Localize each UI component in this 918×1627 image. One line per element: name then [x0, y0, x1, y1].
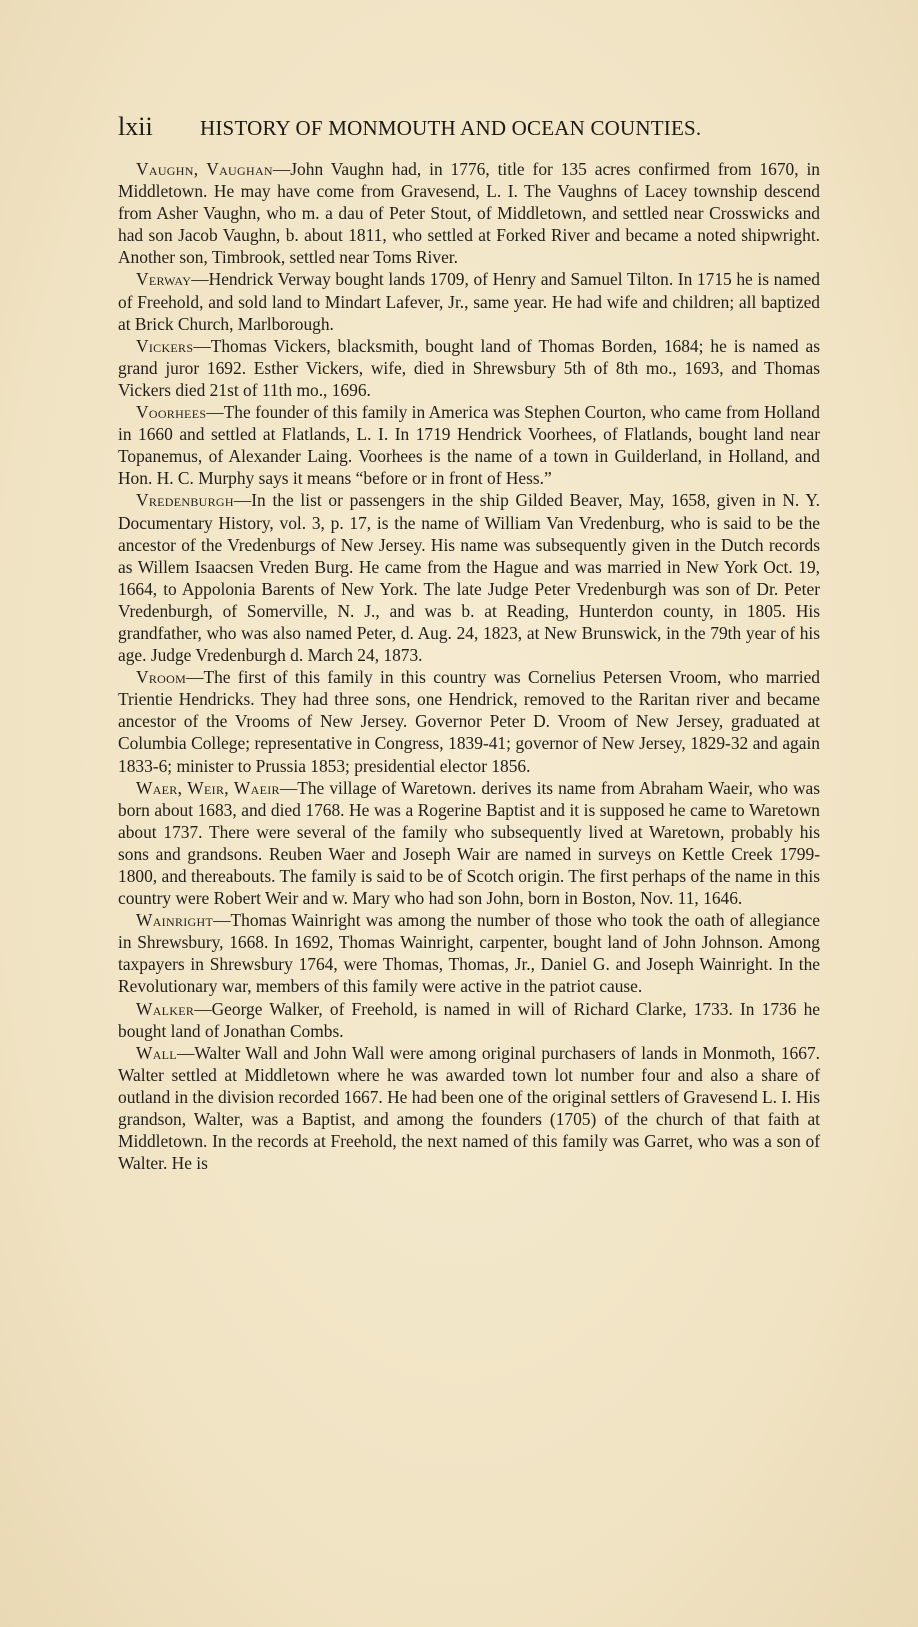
entry-text: —Thomas Vickers, blacksmith, bought land of Thomas Borden, 1684; he is named as grand juror 1692. Esther Vickers, wife, died in Shrewsbury 5th of 8th mo., 1693, and Thomas Vickers died 21st of 11th mo., 1696. [118, 335, 820, 400]
entry-surname: Wall [136, 1042, 177, 1063]
entry-text: —George Walker, of Freehold, is named in will of Richard Clarke, 1733. In 1736 he bought land of Jonathan Combs. [118, 998, 820, 1041]
page-number: lxii [118, 112, 153, 141]
entry-text: —Hendrick Verway bought lands 1709, of Henry and Samuel Tilton. In 1715 he is named of Freehold, and sold land to Mindart Lafever, Jr., same year. He had wife and children; all baptized at Brick Church, Marlborough. [118, 269, 820, 334]
entry-walker [118, 998, 820, 1042]
entry-text: —John Vaughn had, in 1776, title for 135 acres confirmed from 1670, in Middletown. He may have come from Gravesend, L. I. The Vaughns of Lacey township descend from Asher Vaughn, who m. a dau of Peter Stout, of Middletown, and settled near Crosswicks and had son Jacob Vaughn, b. about 1811, who settled at Forked River and became a noted shipwright. Another son, Timbrook, settled near Toms River. [118, 159, 820, 268]
entry-surname: Vredenburgh [136, 490, 234, 511]
entry-text: —The first of this family in this country was Cornelius Petersen Vroom, who married Trientie Hendricks. They had three sons, one Hendrick, removed to the Raritan river and became ancestor of the Vrooms of New Jersey. Governor Peter D. Vroom of New Jersey, graduated at Columbia College; representative in Congress, 1839-41; governor of New Jersey, 1829-32 and again 1833-6; minister to Prussia 1853; presidential elector 1856. [118, 667, 820, 776]
entry-text: —Thomas Wainright was among the number of those who took the oath of allegiance in Shrewsbury, 1668. In 1692, Thomas Wainright, carpenter, bought land of John Johnson. Among taxpayers in Shrewsbury 1764, were Thomas, Thomas, Jr., Daniel G. and Joseph Wainright. In the Revolutionary war, members of this family were active in the patriot cause. [118, 910, 820, 997]
page-header [118, 112, 818, 142]
entry-text: —The village of Waretown. derives its name from Abraham Waeir, who was born about 1683, and died 1768. He was a Rogerine Baptist and it is supposed he came to Waretown about 1737. There were several of the family who subsequently lived at Waretown, probably his sons and grandsons. Reuben Waer and Joseph Wair are named in surveys on Kettle Creek 1799-1800, and thereabouts. The family is said to be of Scotch origin. The first perhaps of the name in this country were Robert Weir and w. Mary who had son John, born in Boston, Nov. 11, 1646. [118, 777, 820, 909]
entry-wainright [118, 909, 820, 997]
entry-surname: Walker [136, 998, 195, 1019]
entry-surname: Waer, Weir, Waeir [136, 777, 280, 798]
entry-surname: Wainright [136, 910, 214, 931]
entry-vaughn [118, 158, 820, 268]
entry-vroom [118, 666, 820, 776]
body-text [118, 158, 820, 1174]
entry-voorhees [118, 401, 820, 489]
entry-verway [118, 268, 820, 334]
entry-surname: Verway [136, 269, 192, 290]
entry-waer [118, 777, 820, 910]
entry-vickers [118, 335, 820, 401]
entry-surname: Vroom [136, 667, 187, 688]
entry-vredenburgh [118, 489, 820, 666]
entry-text: —In the list or passengers in the ship Gilded Beaver, May, 1658, given in N. Y. Documentary History, vol. 3, p. 17, is the name of William Van Vredenburg, who is said to be the ancestor of the Vredenburgs of New Jersey. His name was subsequently given in the Dutch records as Willem Isaacsen Vreden Burg. He came from the Hague and was married in New York Oct. 19, 1664, to Appolonia Barents of New York. The late Judge Peter Vredenburgh was son of Dr. Peter Vredenburgh, of Somerville, N. J., and was b. at Reading, Hunterdon county, in 1805. His grandfather, who was also named Peter, d. Aug. 24, 1823, at New Brunswick, in the 79th year of his age. Judge Vredenburgh d. March 24, 1873. [118, 490, 820, 666]
entry-wall [118, 1042, 820, 1175]
entry-text: —Walter Wall and John Wall were among original purchasers of lands in Monmoth, 1667. Walter settled at Middletown where he was awarded town lot number four and also a share of outland in the division recorded 1667. He had been one of the original settlers of Gravesend L. I. His grandson, Walter, was a Baptist, and among the founders (1705) of the church of that faith at Middletown. In the records at Freehold, the next named of this family was Garret, who was a son of Walter. He is [118, 1042, 820, 1174]
entry-surname: Vickers [136, 335, 194, 356]
entry-surname: Vaughn, Vaughan [136, 159, 273, 179]
entry-text: —The founder of this family in America was Stephen Courton, who came from Holland in 1660 and settled at Flatlands, L. I. In 1719 Hendrick Voorhees, of Flatlands, bought land near Topanemus, of Alexander Laing. Voorhees is the name of a town in Guilderland, in Holland, and Hon. H. C. Murphy says it means “before or in front of Hess.” [118, 402, 820, 489]
entry-surname: Voorhees [136, 402, 207, 423]
running-title: HISTORY OF MONMOUTH AND OCEAN COUNTIES. [200, 116, 702, 140]
